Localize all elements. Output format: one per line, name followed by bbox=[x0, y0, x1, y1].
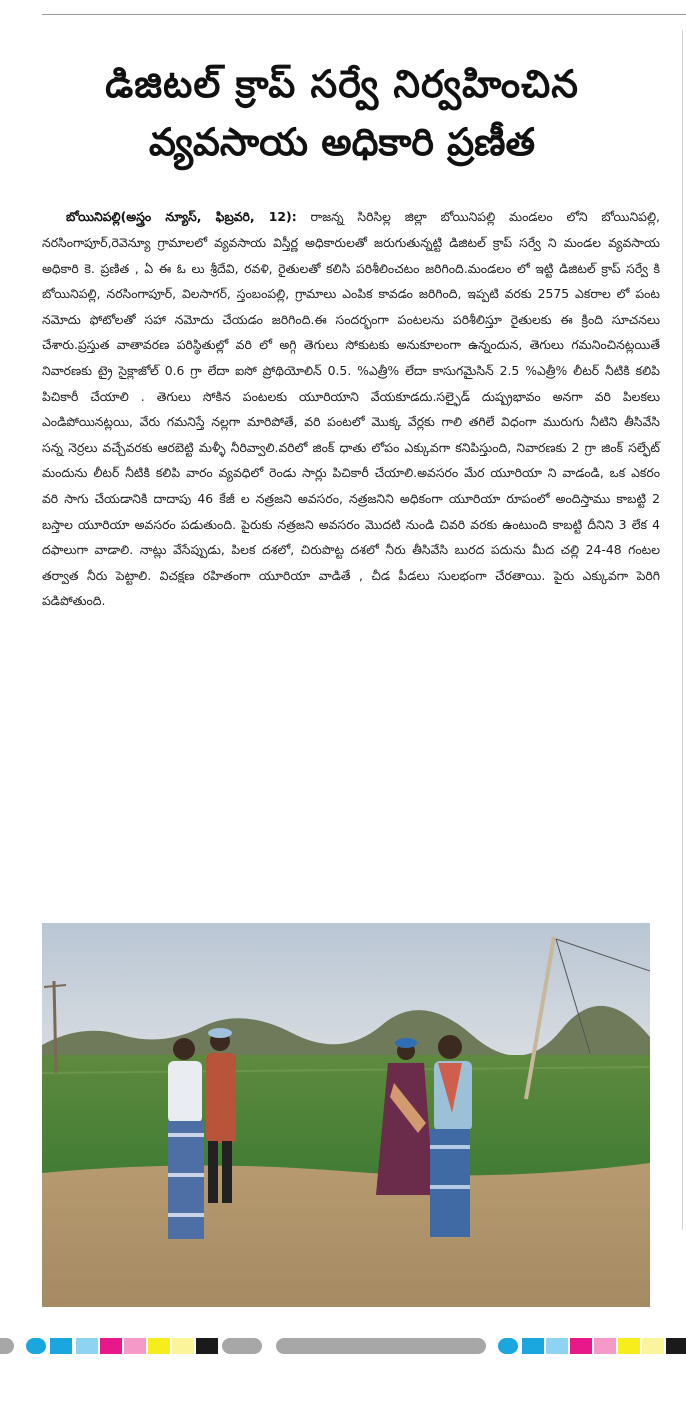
grey-pill-swatch bbox=[222, 1338, 262, 1354]
yellow-swatch-2 bbox=[618, 1338, 640, 1354]
farmer-1 bbox=[168, 1038, 204, 1239]
electric-pole-left bbox=[54, 981, 56, 1073]
light-yellow-swatch-2 bbox=[642, 1338, 664, 1354]
cyan-swatch bbox=[50, 1338, 72, 1354]
farmer-2 bbox=[430, 1035, 472, 1237]
magenta-swatch bbox=[100, 1338, 122, 1354]
magenta-swatch-2 bbox=[570, 1338, 592, 1354]
black-swatch bbox=[196, 1338, 218, 1354]
dateline: బోయినిపల్లి(అస్త్రం న్యూస్, ఫిబ్రవరి, 12): bbox=[66, 209, 297, 225]
paddy-field bbox=[42, 1055, 650, 1185]
light-magenta-swatch-2 bbox=[594, 1338, 616, 1354]
column-rule bbox=[682, 30, 683, 1230]
article-text: రాజన్న సిరిసిల్ల జిల్లా బోయినిపల్లి మండలం లోని బోయినిపల్లి, నరసింగాపూర్,రెవెన్యూ గ్రామాలలో వ్యవసాయ విస్తీర్ణ అధికారులతో జరుగుతున్నట్టి డిజిటల్ క్రాప్ సర్వే ని మండల వ్యవసాయ అధికారి కె. ప్రణిత , ఏ ఈ ఓ లు శ్రీదేవి, రవళి, రైతులతో కలిసి పరిశీలించటం జరిగింది.మండలం లో ఇట్టి డిజిటల్ క్రాప్ సర్వే కి బోయినిపల్లి, నరసింగాపూర్, విలసాగర్, స్తంబంపల్లి, గ్రామాలు ఎంపిక కావడం జరిగింది, ఇప్పటి వరకు 2575 ఎకరాల లో పంట నమోదు ఫోటోలతో సహా నమోదు చేయడం జరిగింది.ఈ సందర్భంగా పంటలను పరిశీలిస్తూ రైతులకు ఈ క్రింది సూచనలు చేశారు.ప్రస్తుత వాతావరణ పరిస్థితుల్లో వరి లో అగ్గి తెగులు సోకుటకు అనుకూలంగా ఉన్నందున, తెగులు గమనించినట్లయితే నివారణకు ట్రై సైక్లాజోల్ 0.6 గ్రా లేదా ఐసో ప్రోథియోలిన్ 0.5. %ఎత్రీ% లేదా కాసుగమైసిన్ 2.5 %ఎత్రీ% లీటర్ నీటికి కలిపి పిచికారీ చేయాలి . తెగులు సోకిన పంటలకు యూరియాని వేయకూడదు.సల్ఫైడ్ దుష్ప్రభావం అనగా వరి పిలకలు ఎండిపోయినట్లయి, వేరు గమనిస్తే నల్లగా మారిపోతే, వరి పంటలో మొక్క వేర్లకు గాలి తగిలే విధంగా మురుగు నీటిని తీసివేసి సన్న నెర్రలు వచ్చేవరకు ఆరబెట్టి మళ్ళీ నీరివ్వాలి.వరిలో జింక్ ధాతు లోపం ఎక్కువగా కనిపిస్తుంది, నివారణకు 2 గ్రా జింక్ సల్ఫేట్ మందును లీటర్ నీటికి కలిపి వారం వ్యవధిలో రెండు సార్లు పిచికారీ చేయాలి.అవసరం మేర యూరియా ని వాడండి, ఒక ఎకరం వరి సాగు చేయడానికి దాదాపు 46 కేజీ ల నత్రజని అవసరం, నత్రజనిని అధికంగా యూరియా రూపంలో అందిస్తాము కాబట్టి 2 బస్తాల యూరియా అవసరం పడుతుంది. పైరుకు నత్రజని అవసరం మొదటి నుండి చివరి వరకు ఉంటుంది కాబట్టి దీనిని 3 లేక 4 దఫాలుగా వాడాలి. నాట్లు వేసేప్పుడు, పిలక దశలో, చిరుపొట్ట దశలో నీరు తీసివేసి బురద పదును మీద చల్లి 24-48 గంటల తర్వాత నీరు పెట్టాలి. విచక్షణ రహితంగా యూరియా వాడితే , చీడ పీడలు సులభంగా చేరతాయి. పైరు ఎక్కువగా పెరిగి పడిపోతుంది. bbox=[42, 209, 660, 609]
light-cyan-swatch bbox=[76, 1338, 98, 1354]
cyan-swatch-2 bbox=[522, 1338, 544, 1354]
cyan-dot-swatch-2 bbox=[498, 1338, 518, 1354]
article-body bbox=[42, 204, 660, 614]
headline-line-2: వ్యవసాయ అధికారి ప్రణీత bbox=[148, 119, 536, 164]
top-rule bbox=[42, 14, 686, 15]
dirt-path bbox=[42, 1163, 650, 1307]
print-registration-bar bbox=[0, 1334, 686, 1358]
registration-grey-swatch bbox=[0, 1338, 14, 1354]
headline bbox=[42, 61, 642, 166]
black-swatch-2 bbox=[666, 1338, 686, 1354]
news-photo bbox=[42, 923, 650, 1307]
field-scene-image bbox=[42, 923, 650, 1307]
light-cyan-swatch-2 bbox=[546, 1338, 568, 1354]
grey-bar-swatch bbox=[276, 1338, 486, 1354]
light-yellow-swatch bbox=[172, 1338, 194, 1354]
cyan-dot-swatch bbox=[26, 1338, 46, 1354]
yellow-swatch bbox=[148, 1338, 170, 1354]
headline-line-1: డిజిటల్ క్రాప్ సర్వే నిర్వహించిన bbox=[105, 62, 579, 107]
light-magenta-swatch bbox=[124, 1338, 146, 1354]
